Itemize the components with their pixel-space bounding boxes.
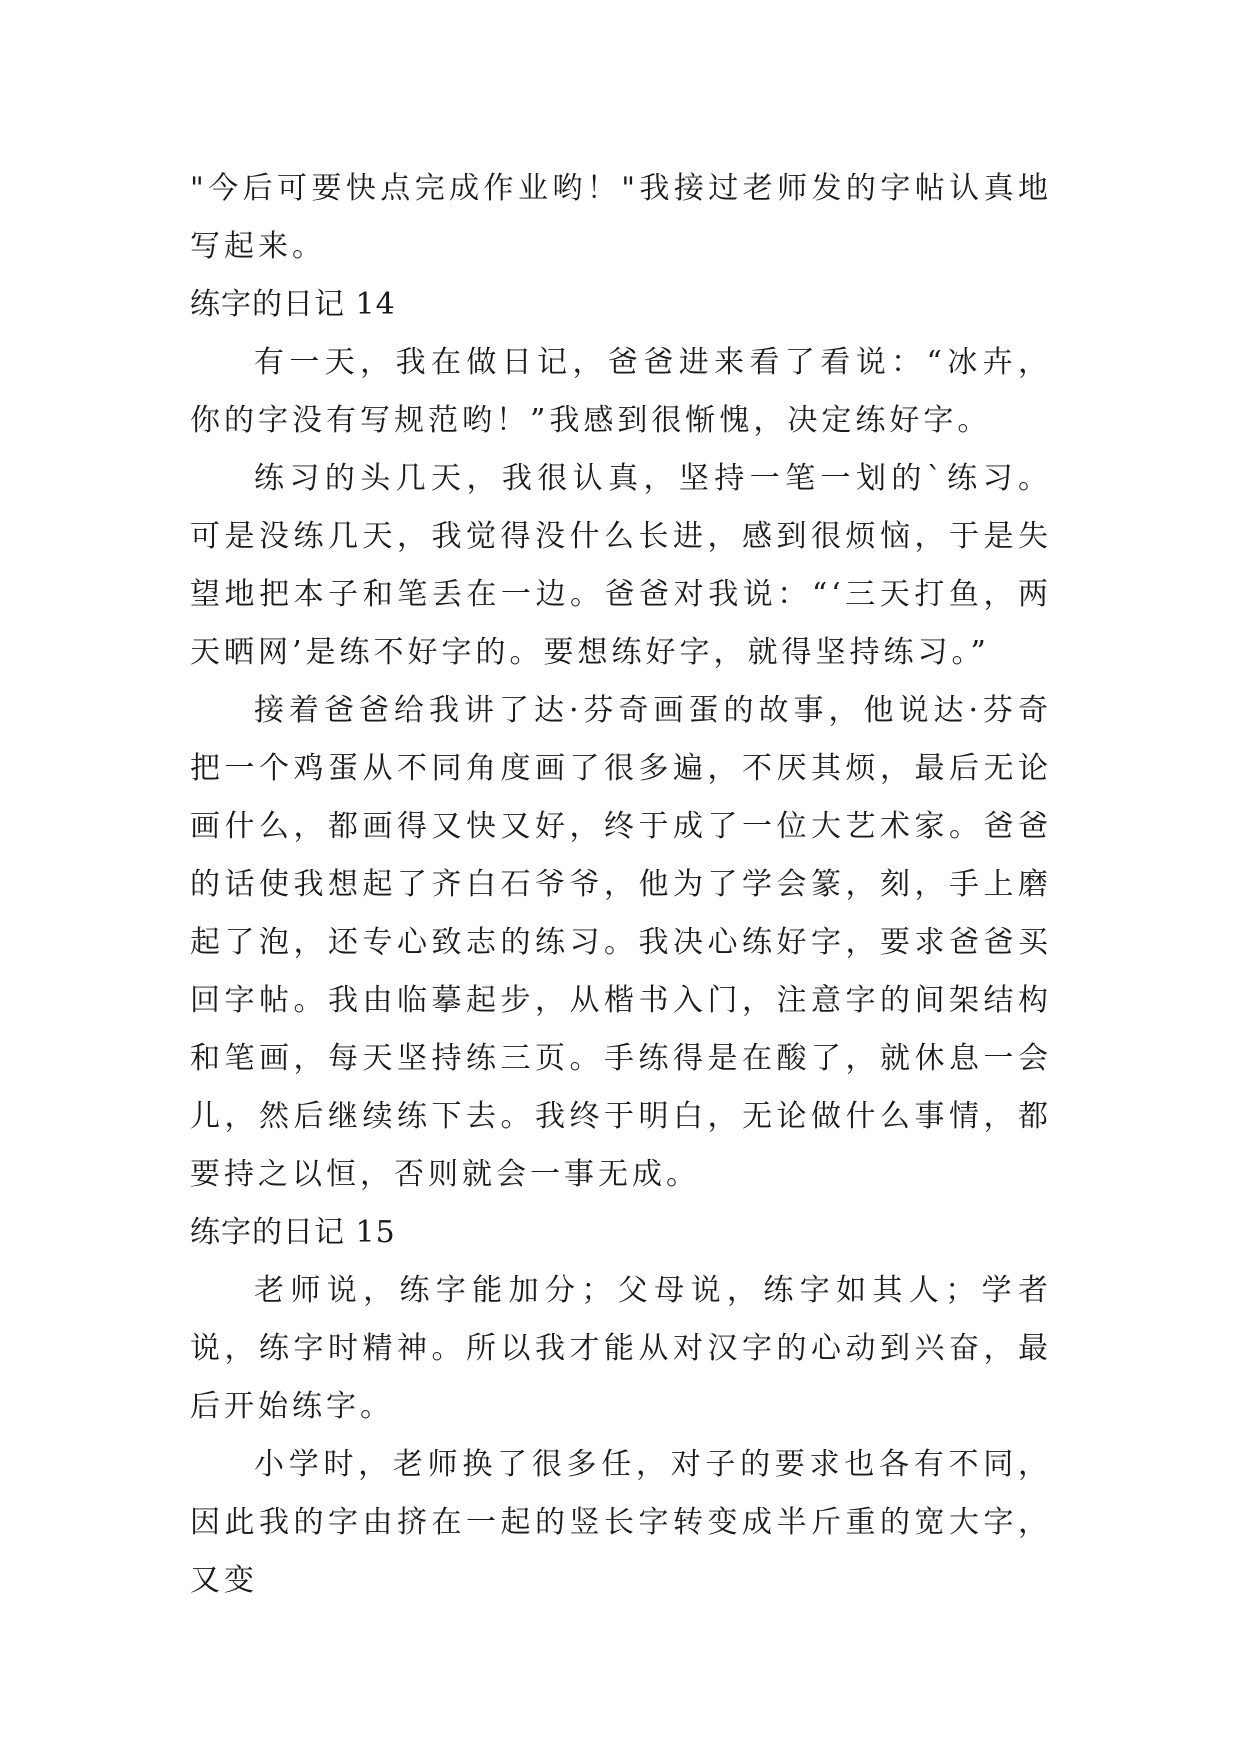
diary-heading-15: 练字的日记 15 xyxy=(190,1215,396,1250)
document-body xyxy=(190,160,1052,1610)
paragraph-continuation: "今后可要快点完成作业哟！"我接过老师发的字帖认真地写起来。 xyxy=(190,171,1052,264)
paragraph: 练习的头几天，我很认真，坚持一笔一划的`练习。可是没练几天，我觉得没什么长进，感到很烦恼，于是失望地把本子和笔丢在一边。爸爸对我说：“‘三天打鱼，两天晒网’是练不好字的。要想练好字，就得坚持练习。” xyxy=(190,461,1052,670)
diary-heading-14: 练字的日记 14 xyxy=(190,287,396,322)
paragraph: 小学时，老师换了很多任，对子的要求也各有不同，因此我的字由挤在一起的竖长字转变成半斤重的宽大字，又变 xyxy=(190,1447,1052,1598)
paragraph: 接着爸爸给我讲了达·芬奇画蛋的故事，他说达·芬奇把一个鸡蛋从不同角度画了很多遍，不厌其烦，最后无论画什么，都画得又快又好，终于成了一位大艺术家。爸爸的话使我想起了齐白石爷爷，他为了学会篆，刻，手上磨起了泡，还专心致志的练习。我决心练好字，要求爸爸买回字帖。我由临摹起步，从楷书入门，注意字的间架结构和笔画，每天坚持练三页。手练得是在酸了，就休息一会儿，然后继续练下去。我终于明白，无论做什么事情，都要持之以恒，否则就会一事无成。 xyxy=(190,693,1052,1192)
paragraph: 有一天，我在做日记，爸爸进来看了看说：“冰卉，你的字没有写规范哟！”我感到很惭愧，决定练好字。 xyxy=(190,345,1052,438)
paragraph: 老师说，练字能加分；父母说，练字如其人；学者说，练字时精神。所以我才能从对汉字的心动到兴奋，最后开始练字。 xyxy=(190,1273,1052,1424)
